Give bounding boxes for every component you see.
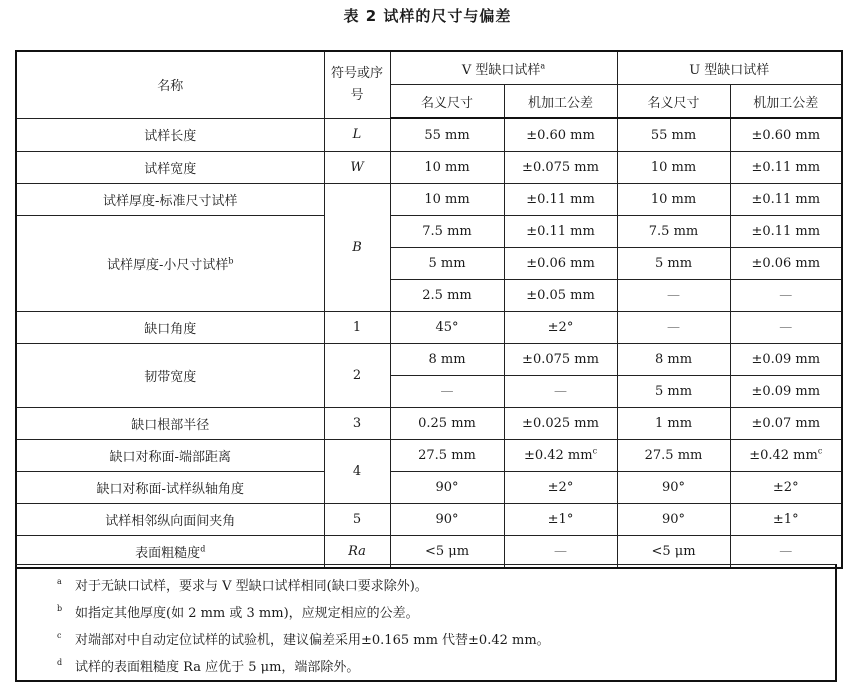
v-nominal: 90° bbox=[390, 504, 504, 536]
footnote-text: 试样的表面粗糙度 Ra 应优于 5 μm，端部除外。 bbox=[75, 660, 360, 675]
u-nominal: <5 μm bbox=[617, 536, 730, 569]
u-nominal: 5 mm bbox=[617, 248, 730, 280]
u-tolerance: ±2° bbox=[730, 472, 842, 504]
row-name: 试样宽度 bbox=[16, 152, 324, 184]
u-tolerance: ±0.11 mm bbox=[730, 184, 842, 216]
v-nominal: 10 mm bbox=[390, 152, 504, 184]
u-tolerance: ±0.09 mm bbox=[730, 344, 842, 376]
v-nominal: 0.25 mm bbox=[390, 408, 504, 440]
u-tolerance: ±0.60 mm bbox=[730, 118, 842, 152]
v-nominal: 10 mm bbox=[390, 184, 504, 216]
v-nominal: 8 mm bbox=[390, 344, 504, 376]
v-tolerance: ±0.42 $mm^c$ bbox=[504, 440, 617, 472]
u-nominal: 90° bbox=[617, 472, 730, 504]
dimensions-table bbox=[15, 50, 843, 569]
u-tolerance: — bbox=[730, 312, 842, 344]
footnote-mark: d bbox=[57, 658, 63, 667]
v-tolerance: ±0.06 mm bbox=[504, 248, 617, 280]
table-row bbox=[16, 152, 842, 184]
v-nominal: — bbox=[390, 376, 504, 408]
footnotes bbox=[15, 564, 837, 682]
header-name: 名称 bbox=[16, 51, 324, 118]
row-name: 缺口对称面-试样纵轴角度 bbox=[16, 472, 324, 504]
row-symbol: 2 bbox=[324, 344, 390, 408]
row-name: 缺口对称面-端部距离 bbox=[16, 440, 324, 472]
u-tolerance: ±0.07 mm bbox=[730, 408, 842, 440]
v-tolerance: ±0.60 mm bbox=[504, 118, 617, 152]
row-symbol: B bbox=[324, 184, 390, 312]
v-nominal: 5 mm bbox=[390, 248, 504, 280]
footnote-mark: a bbox=[57, 577, 62, 586]
table-row bbox=[16, 216, 842, 248]
v-nominal: <5 μm bbox=[390, 536, 504, 569]
row-name: 试样相邻纵向面间夹角 bbox=[16, 504, 324, 536]
v-tolerance: — bbox=[504, 536, 617, 569]
v-nominal: 55 mm bbox=[390, 118, 504, 152]
footnote bbox=[17, 654, 835, 681]
row-name: 试样厚度-标准尺寸试样 bbox=[16, 184, 324, 216]
v-nominal: 7.5 mm bbox=[390, 216, 504, 248]
u-nominal: 1 mm bbox=[617, 408, 730, 440]
header-u-notch: U 型缺口试样 bbox=[617, 51, 842, 85]
table-title: 表 2 试样的尺寸与偏差 bbox=[343, 7, 512, 25]
v-nominal: 90° bbox=[390, 472, 504, 504]
u-nominal: 8 mm bbox=[617, 344, 730, 376]
u-tolerance: ±0.11 mm bbox=[730, 216, 842, 248]
v-tolerance: ±2° bbox=[504, 312, 617, 344]
row-symbol: 5 bbox=[324, 504, 390, 536]
u-nominal: 27.5 mm bbox=[617, 440, 730, 472]
u-tolerance: — bbox=[730, 536, 842, 569]
table-row bbox=[16, 312, 842, 344]
header-u-tolerance: 机加工公差 bbox=[730, 85, 842, 119]
footnote-mark: b bbox=[57, 604, 63, 613]
row-symbol: L bbox=[324, 118, 390, 152]
table-row bbox=[16, 504, 842, 536]
footnote-text: 如指定其他厚度(如 2 mm 或 3 mm)，应规定相应的公差。 bbox=[75, 606, 419, 621]
row-symbol: 1 bbox=[324, 312, 390, 344]
u-tolerance: ±0.06 mm bbox=[730, 248, 842, 280]
header-u-nominal: 名义尺寸 bbox=[617, 85, 730, 119]
row-symbol: 4 bbox=[324, 440, 390, 504]
table-row bbox=[16, 472, 842, 504]
header-symbol: 符号或序号 bbox=[324, 51, 390, 118]
v-tolerance: ±1° bbox=[504, 504, 617, 536]
u-nominal: 10 mm bbox=[617, 152, 730, 184]
u-nominal: — bbox=[617, 280, 730, 312]
row-symbol: W bbox=[324, 152, 390, 184]
footnote bbox=[17, 627, 835, 654]
v-tolerance: ±0.025 mm bbox=[504, 408, 617, 440]
v-tolerance: ±0.11 mm bbox=[504, 216, 617, 248]
v-tolerance: ±0.11 mm bbox=[504, 184, 617, 216]
header-v-notch: V 型缺口试样$^a$ bbox=[390, 51, 617, 85]
u-nominal: 90° bbox=[617, 504, 730, 536]
row-name: 缺口角度 bbox=[16, 312, 324, 344]
u-nominal: 55 mm bbox=[617, 118, 730, 152]
v-tolerance: ±0.075 mm bbox=[504, 344, 617, 376]
table-row bbox=[16, 118, 842, 152]
footnote-text: 对于无缺口试样，要求与 V 型缺口试样相同(缺口要求除外)。 bbox=[75, 579, 428, 594]
row-name: 缺口根部半径 bbox=[16, 408, 324, 440]
v-tolerance: ±0.075 mm bbox=[504, 152, 617, 184]
header-v-nominal: 名义尺寸 bbox=[390, 85, 504, 119]
u-tolerance: ±1° bbox=[730, 504, 842, 536]
u-nominal: — bbox=[617, 312, 730, 344]
table-row bbox=[16, 440, 842, 472]
u-nominal: 10 mm bbox=[617, 184, 730, 216]
row-name: 试样厚度-小尺寸试样$^b$ bbox=[16, 216, 324, 312]
u-tolerance: ±0.11 mm bbox=[730, 152, 842, 184]
row-name: 试样长度 bbox=[16, 118, 324, 152]
footnote-text: 对端部对中自动定位试样的试验机，建议偏差采用±0.165 mm 代替±0.42 mm。 bbox=[75, 633, 550, 648]
table-row bbox=[16, 344, 842, 376]
table-row bbox=[16, 408, 842, 440]
header-v-tolerance: 机加工公差 bbox=[504, 85, 617, 119]
row-name: 表面粗糙度$^d$ bbox=[16, 536, 324, 569]
v-nominal: 27.5 mm bbox=[390, 440, 504, 472]
u-tolerance: ±0.09 mm bbox=[730, 376, 842, 408]
row-symbol: 3 bbox=[324, 408, 390, 440]
footnote bbox=[17, 600, 835, 627]
v-tolerance: ±0.05 mm bbox=[504, 280, 617, 312]
row-symbol: Ra bbox=[324, 536, 390, 569]
table-row bbox=[16, 184, 842, 216]
u-nominal: 5 mm bbox=[617, 376, 730, 408]
footnote bbox=[17, 573, 835, 600]
v-tolerance: — bbox=[504, 376, 617, 408]
u-nominal: 7.5 mm bbox=[617, 216, 730, 248]
v-nominal: 2.5 mm bbox=[390, 280, 504, 312]
v-nominal: 45° bbox=[390, 312, 504, 344]
v-tolerance: ±2° bbox=[504, 472, 617, 504]
footnote-mark: c bbox=[57, 631, 62, 640]
u-tolerance: — bbox=[730, 280, 842, 312]
u-tolerance: ±0.42 $mm^c$ bbox=[730, 440, 842, 472]
row-name: 韧带宽度 bbox=[16, 344, 324, 408]
